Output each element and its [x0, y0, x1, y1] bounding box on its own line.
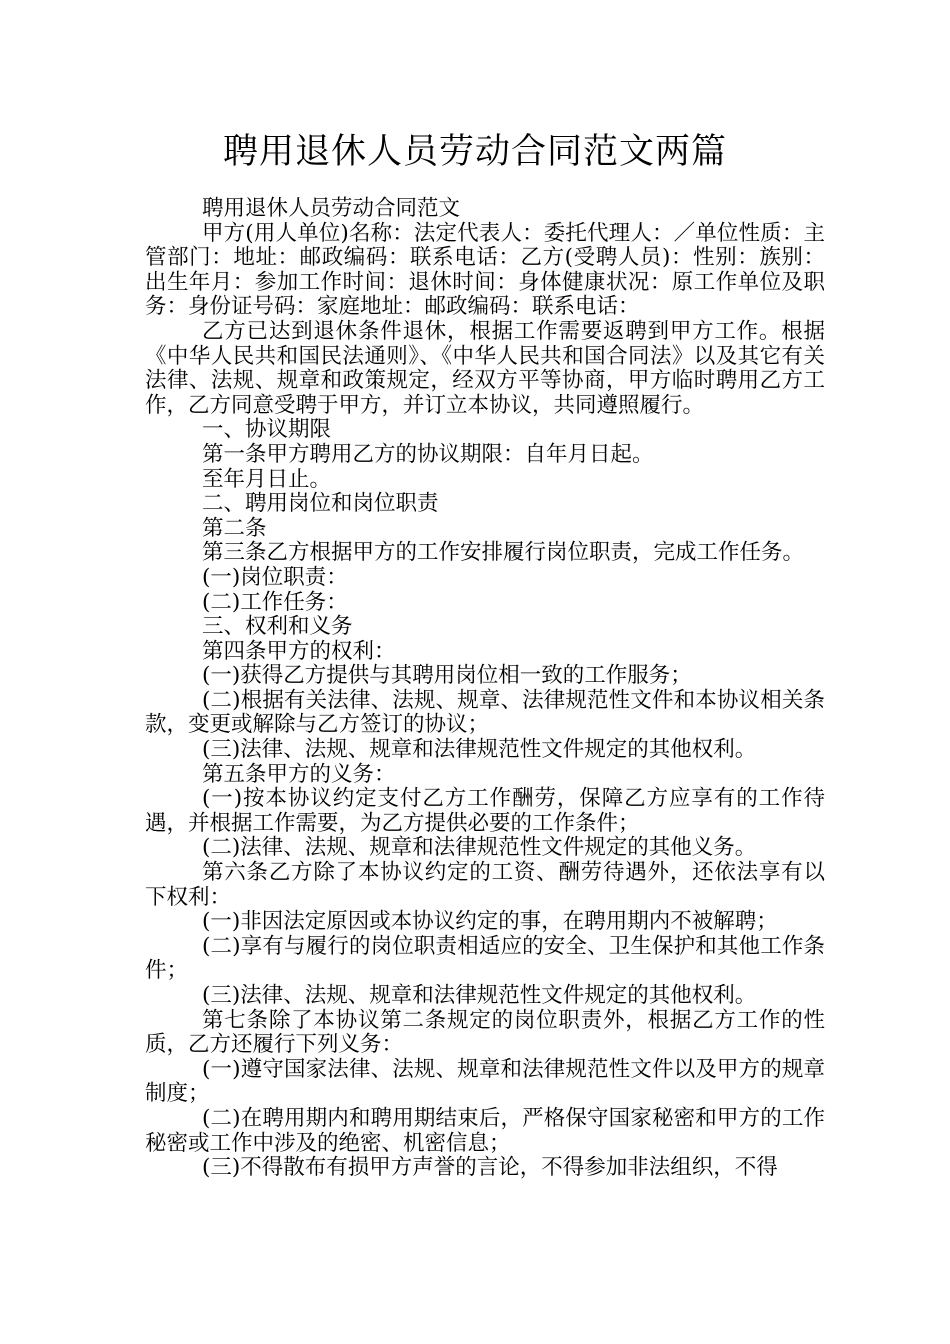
list-item: (一)获得乙方提供与其聘用岗位相一致的工作服务； [202, 663, 692, 689]
section-heading: 一、协议期限 [202, 417, 332, 443]
list-item: (一)遵守国家法律、法规、规章和法律规范性文件以及甲方的规章制度； [145, 1056, 825, 1107]
list-item: (二)工作任务： [202, 589, 348, 615]
clause-paragraph: 第二条 [202, 515, 267, 541]
clause-paragraph: 至年月日止。 [202, 466, 332, 492]
paragraph-subtitle: 聘用退休人员劳动合同范文 [202, 196, 461, 221]
clause-paragraph: 第四条甲方的权利： [202, 638, 396, 664]
list-item: (一)按本协议约定支付乙方工作酬劳，保障乙方应享有的工作待遇，并根据工作需要，为乙方提供必要的工作条件； [145, 786, 825, 836]
list-item: (三)不得散布有损甲方声誉的言论，不得参加非法组织，不得 [202, 1155, 778, 1181]
list-item: (三)法律、法规、规章和法律规范性文件规定的其他权利。 [202, 737, 757, 763]
clause-paragraph: 第五条甲方的义务： [202, 761, 396, 787]
document-body [145, 197, 825, 1181]
clause-paragraph: 第三条乙方根据甲方的工作安排履行岗位职责，完成工作任务。 [202, 540, 805, 566]
clause-paragraph: 第一条甲方聘用乙方的协议期限：自年月日起。 [202, 441, 654, 467]
list-item: (二)根据有关法律、法规、规章、法律规范性文件和本协议相关条款，变更或解除与乙方签订的协议； [145, 687, 825, 738]
list-item: (三)法律、法规、规章和法律规范性文件规定的其他权利。 [202, 983, 757, 1008]
document-title: 聘用退休人员劳动合同范文两篇 [222, 132, 727, 172]
clause-paragraph: 第七条除了本协议第二条规定的岗位职责外，根据乙方工作的性质，乙方还履行下列义务： [145, 1007, 825, 1058]
section-heading: 二、聘用岗位和岗位职责 [202, 491, 439, 517]
paragraph-preamble: 乙方已达到退休条件退休，根据工作需要返聘到甲方工作。根据《中华人民共和国民法通则》、《中华人民共和国合同法》以及其它有关法律、法规、规章和政策规定，经双方平等协商，甲方临时聘用乙方工作，乙方同意受聘于甲方，并订立本协议，共同遵照履行。 [145, 318, 825, 418]
list-item: (一)岗位职责： [202, 564, 348, 590]
paragraph-party-info: 甲方(用人单位)名称：法定代表人：委托代理人：／单位性质：主管部门：地址：邮政编码：联系电话：乙方(受聘人员)：性别：族别：出生年月：参加工作时间：退休时间：身体健康状况：原工作单位及职务：身份证号码：家庭地址：邮政编码：联系电话： [145, 220, 825, 320]
clause-paragraph: 第六条乙方除了本协议约定的工资、酬劳待遇外，还依法享有以下权利： [145, 860, 825, 910]
section-heading: 三、权利和义务 [202, 614, 353, 640]
list-item: (二)享有与履行的岗位职责相适应的安全、卫生保护和其他工作条件； [145, 933, 825, 984]
list-item: (二)在聘用期内和聘用期结束后，严格保守国家秘密和甲方的工作秘密或工作中涉及的绝密、机密信息； [145, 1105, 825, 1156]
list-item: (二)法律、法规、规章和法律规范性文件规定的其他义务。 [202, 835, 757, 861]
list-item: (一)非因法定原因或本协议约定的事，在聘用期内不被解聘； [202, 909, 778, 935]
